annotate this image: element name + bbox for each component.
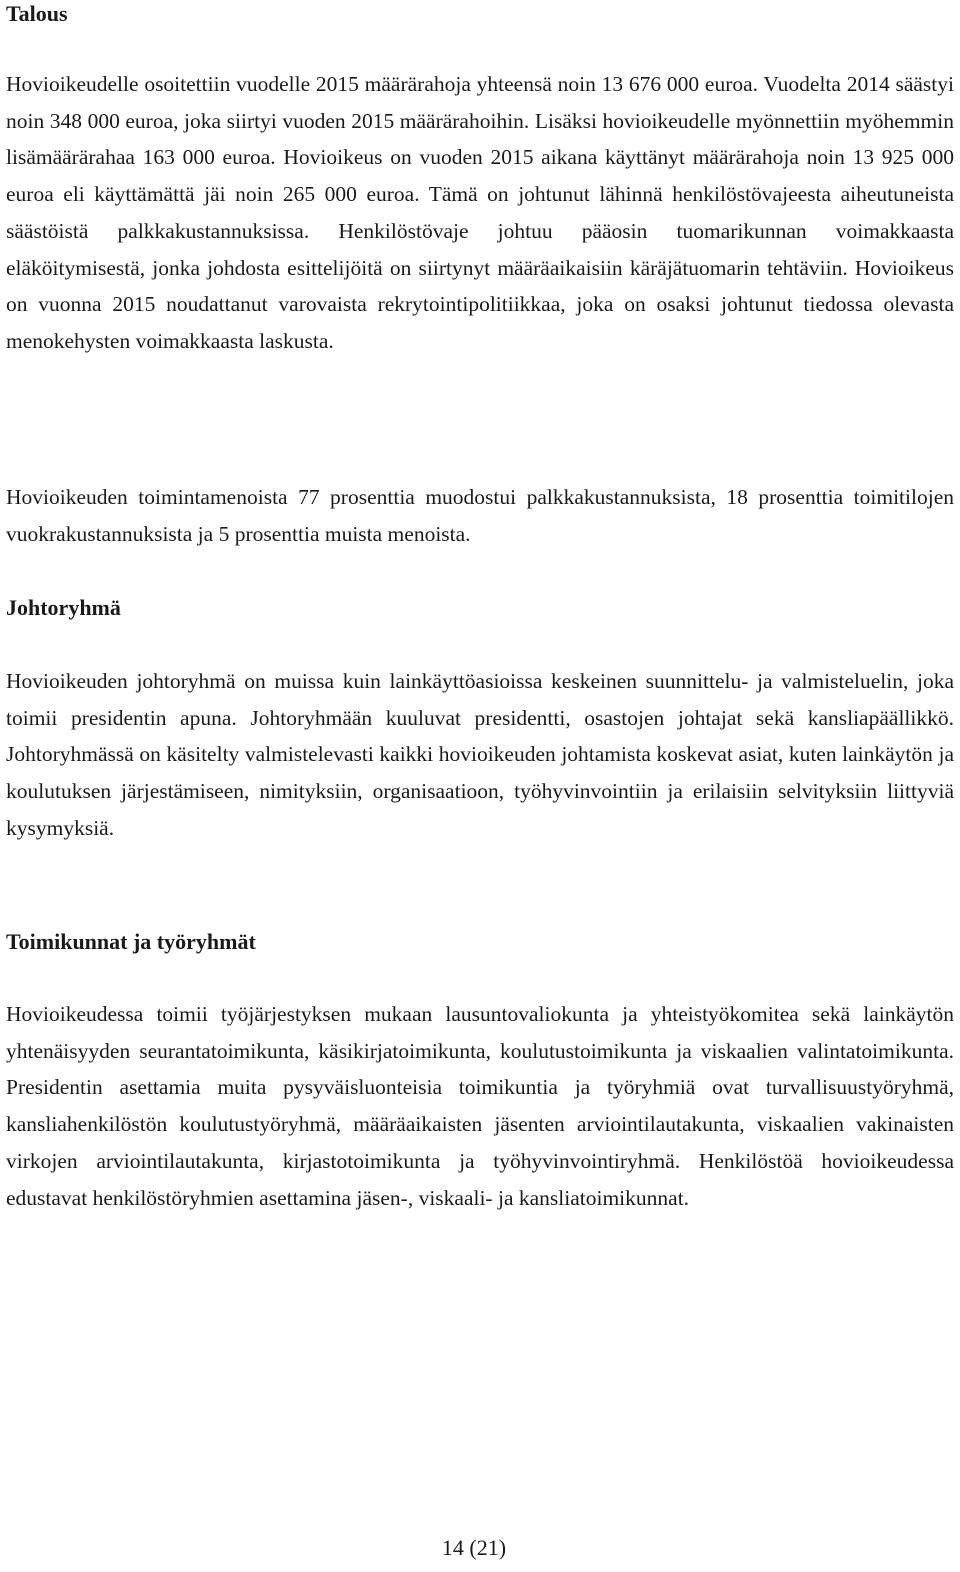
paragraph-toimikunnat-1: Hovioikeudessa toimii työjärjestyksen mukaan lausuntovaliokunta ja yhteistyökomitea sekä lainkäytön yhtenäisyyden seurantatoimikunta, käsikirjatoimikunta, koulutustoimikunta ja viskaalien valintatoimikunta. Presidentin asettamia muita pysyväisluonteisia toimikuntia ja työryhmiä ovat turvallisuustyöryhmä, kansliahenkilöstön koulutustyöryhmä, määräaikaisten jäsenten arviointilautakunta, viskaalien vakinaisten virkojen arviointilautakunta, kirjastotoimikunta ja työhyvinvointiryhmä. Henkilöstöä hovioikeudessa edustavat henkilöstöryhmien asettamina jäsen-, viskaali- ja kansliatoimikunnat. <box>6 1002 954 1210</box>
paragraph-talous-1: Hovioikeudelle osoitettiin vuodelle 2015 määrärahoja yhteensä noin 13 676 000 euroa. Vuodelta 2014 säästyi noin 348 000 euroa, joka siirtyi vuoden 2015 määrärahoihin. Lisäksi hovioikeudelle myönnettiin myöhemmin lisämäärärahaa 163 000 euroa. Hovioikeus on vuoden 2015 aikana käyttänyt määrärahoja noin 13 925 000 euroa eli käyttämättä jäi noin 265 000 euroa. Tämä on johtunut lähinnä henkilöstövajeesta aiheutuneista säästöistä palkkakustannuksissa. Henkilöstövaje johtuu pääosin tuomarikunnan voimakkaasta eläköitymisestä, jonka johdosta esittelijöitä on siirtynyt määräaikaisiin käräjätuomarin tehtäviin. Hovioikeus on vuonna 2015 noudattanut varovaista rekrytointipolitiikkaa, joka on osaksi johtunut tiedossa olevasta menokehysten voimakkaasta laskusta. <box>6 72 954 353</box>
paragraph-johtoryhma-1: Hovioikeuden johtoryhmä on muissa kuin lainkäyttöasioissa keskeinen suunnittelu- ja valmisteluelin, joka toimii presidentin apuna. Johtoryhmään kuuluvat presidentti, osastojen johtajat sekä kansliapäällikkö. Johtoryhmässä on käsitelty valmistelevasti kaikki hovioikeuden johtamista koskevat asiat, kuten lainkäytön ja koulutuksen järjestämiseen, nimityksiin, organisaatioon, työhyvinvointiin ja erilaisiin selvityksiin liittyviä kysymyksiä. <box>6 669 954 840</box>
section-heading-talous: Talous <box>6 1 68 26</box>
paragraph-talous-2: Hovioikeuden toimintamenoista 77 prosenttia muodostui palkkakustannuksista, 18 prosenttia toimitilojen vuokrakustannuksista ja 5 prosenttia muista menoista. <box>6 485 954 546</box>
section-heading-johtoryhma: Johtoryhmä <box>6 595 121 620</box>
page-number: 14 (21) <box>441 1535 507 1560</box>
section-heading-toimikunnat: Toimikunnat ja työryhmät <box>6 929 256 954</box>
